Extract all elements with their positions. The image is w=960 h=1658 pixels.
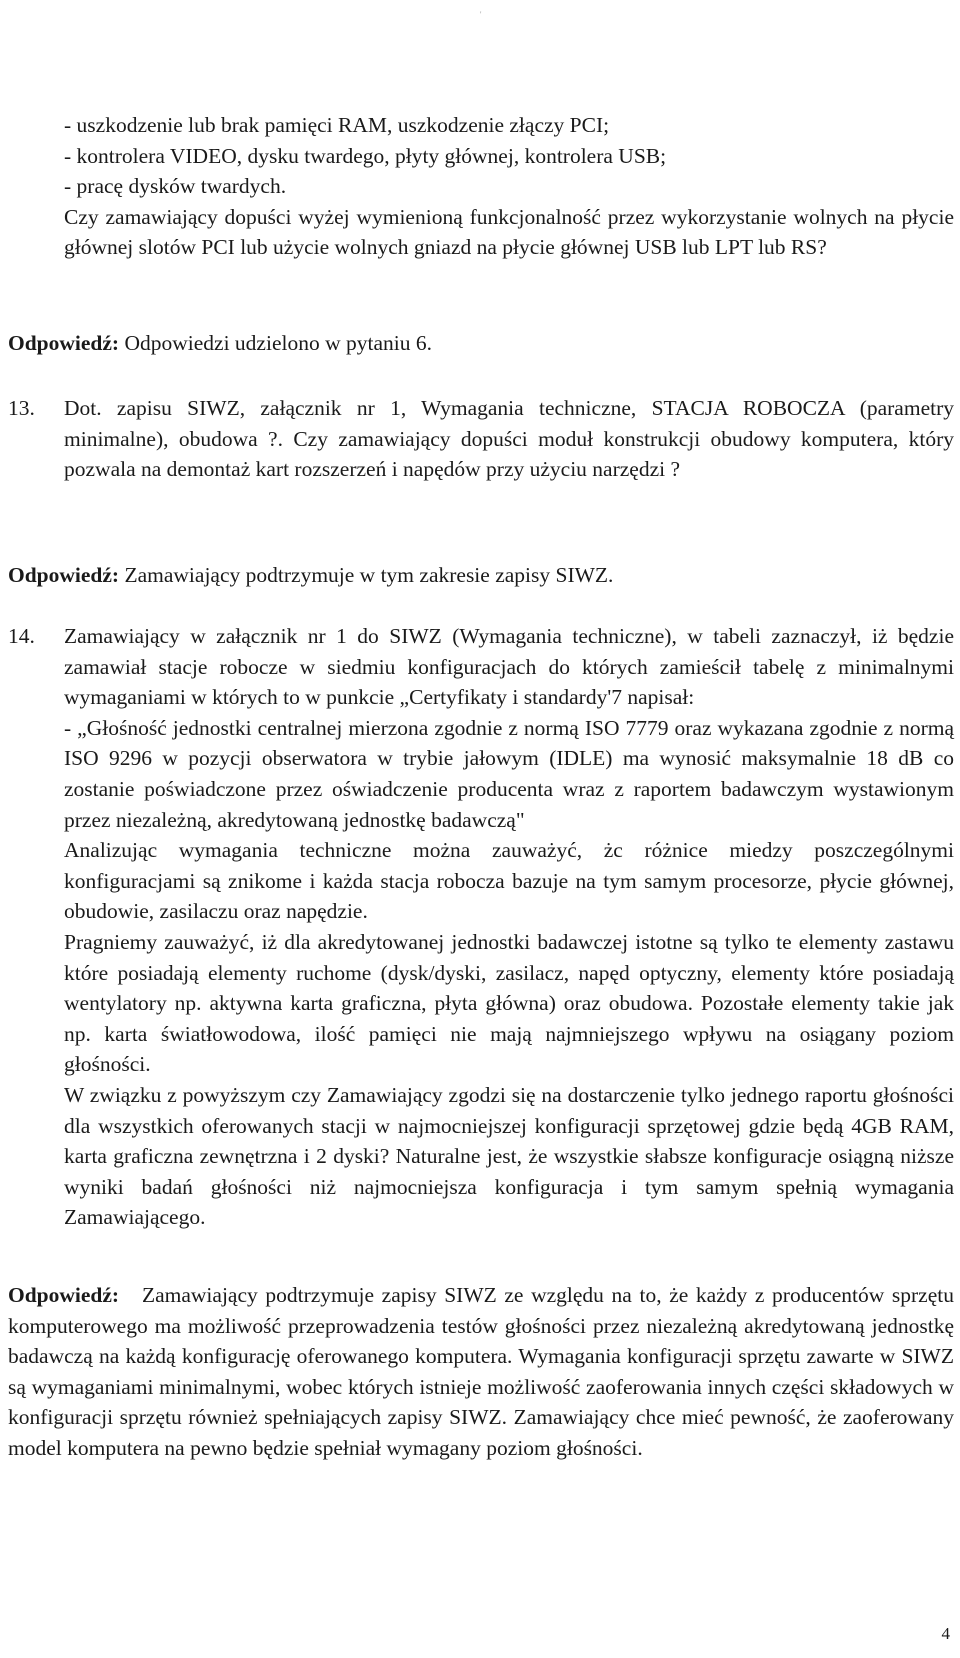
paragraph: W związku z powyższym czy Zamawiający zgodzi się na dostarczenie tylko jednego raportu głośności dla wszystkich oferowanych stacji w najmocniejszej konfiguracji sprzętowej gdzie będą 4GB RAM, karta graficzna zewnętrzna i 2 dyski? Naturalne jest, że wszystkie słabsze konfiguracje osiągną niższe wyniki badań głośności niż najmocniejsza konfiguracja i tym samym spełnią wymagania Zamawiającego. <box>64 1082 954 1230</box>
list-item: - uszkodzenie lub brak pamięci RAM, uszkodzenie złączy PCI; <box>64 113 610 137</box>
answer-14 <box>8 1280 954 1464</box>
answer-13 <box>8 560 954 591</box>
list-item: - kontrolera VIDEO, dysku twardego, płyty głównej, kontrolera USB; <box>64 143 667 168</box>
answer-12 <box>8 328 954 359</box>
answer-text: Odpowiedzi udzielono w pytaniu 6. <box>124 331 432 355</box>
question-number: 13. <box>8 396 35 420</box>
page-number: 4 <box>941 1624 950 1643</box>
answer-label: Odpowiedź: <box>8 331 120 355</box>
paragraph: Analizując wymagania techniczne można zauważyć, żc różnice miedzy poszczególnymi konfiguracjami są znikome i każda stacja robocza bazuje na tym samym procesorze, płycie głównej, obudowie, zasilaczu oraz napędzie. <box>64 838 954 924</box>
scan-mark: ' <box>480 10 482 19</box>
paragraph: Zamawiający w załącznik nr 1 do SIWZ (Wymagania techniczne), w tabeli zaznaczył, iż będzie zamawiał stacje robocze w siedmiu konfiguracjach do których zamieścił tabelę z minimalnymi wymaganiami w których to w punkcie „Certyfikaty i standardy'7 napisał: <box>64 624 954 710</box>
answer-label: Odpowiedź: <box>8 563 120 587</box>
answer-label: Odpowiedź: <box>8 1283 120 1307</box>
question-14 <box>64 621 954 1233</box>
answer-text: Zamawiający podtrzymuje w tym zakresie zapisy SIWZ. <box>124 563 614 587</box>
question-13-text: Dot. zapisu SIWZ, załącznik nr 1, Wymagania techniczne, STACJA ROBOCZA (parametry minimalne), obudowa ?. Czy zamawiający dopuści moduł konstrukcji obudowy komputera, który pozwala na demontaż kart rozszerzeń i napędów przy użyciu narzędzi ? <box>64 396 954 482</box>
q12-continuation <box>64 110 954 263</box>
answer-text: Zamawiający podtrzymuje zapisy SIWZ ze względu na to, że każdy z producentów sprzętu komputerowego ma możliwość przeprowadzenia testów głośności przez niezależną akredytowaną jednostkę badawczą na każdą konfigurację oferowanego komputera. Wymagania konfiguracji sprzętu zawarte w SIWZ są wymaganiami minimalnymi, wobec których istnieje możliwość zaoferowania innych części składowych w konfiguracji sprzętu również spełniających zapisy SIWZ. Zamawiający chce mieć pewność, że zaoferowany model komputera na pewno będzie spełniał wymagany poziom głośności. <box>8 1283 954 1460</box>
paragraph: - „Głośność jednostki centralnej mierzona zgodnie z normą ISO 7779 oraz wykazana zgodnie z normą ISO 9296 w pozycji obserwatora w trybie jałowym (IDLE) ma wynosić maksymalnie 18 dB co zostanie poświadczone przez oświadczenie producenta wraz z raportem badawczym wystawionym przez niezależną, akredytowaną jednostkę badawczą" <box>64 715 954 832</box>
list-item: - pracę dysków twardych. <box>64 174 287 199</box>
question-text: Czy zamawiający dopuści wyżej wymienioną funkcjonalność przez wykorzystanie wolnych na płycie głównej slotów PCI lub użycie wolnych gniazd na płycie głównej USB lub LPT lub RS? <box>64 204 954 260</box>
question-number: 14. <box>8 624 35 648</box>
paragraph: Pragniemy zauważyć, iż dla akredytowanej jednostki badawczej istotne są tylko te elementy zastawu które posiadają elementy ruchome (dysk/dyski, zasilacz, napęd optyczny, elementy które posiadają wentylatory np. aktywna karta graficzna, płyta główna) oraz obudowa. Pozostałe elementy takie jak np. karta światłowodowa, ilość pamięci nie mają najmniejszego wpływu na osiągany poziom głośności. <box>64 929 954 1077</box>
